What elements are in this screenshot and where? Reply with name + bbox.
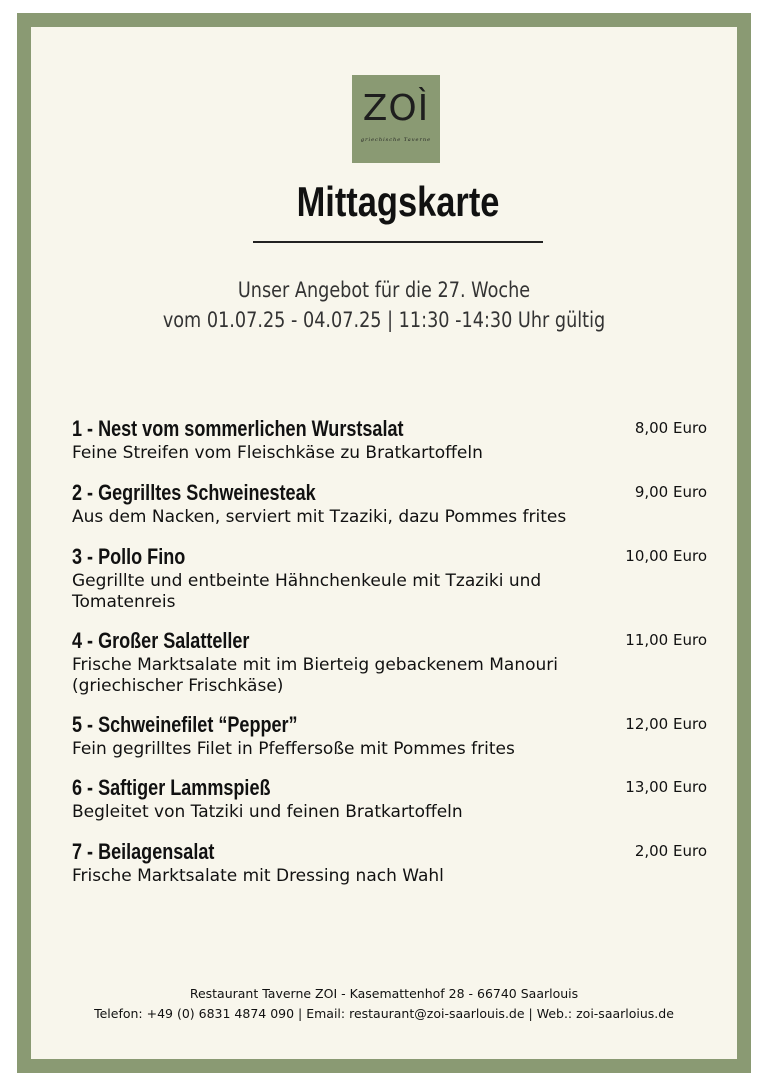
- restaurant-logo: [352, 75, 440, 163]
- menu-item-description: Frische Marktsalate mit Dressing nach Wahl: [72, 866, 444, 886]
- menu-item-price: 13,00 Euro: [625, 778, 707, 796]
- menu-item-description: Frische Marktsalate mit im Bierteig gebackenem Manouri (griechischer Frischkäse): [72, 655, 558, 696]
- menu-item-5: [72, 711, 707, 760]
- page-title: Mittagskarte: [296, 178, 500, 225]
- menu-paper: [31, 27, 737, 1059]
- menu-item-title: 1 - Nest vom sommerlichen Wurstsalat: [72, 416, 404, 441]
- menu-item-title: 7 - Beilagensalat: [72, 839, 215, 864]
- menu-item-3: [72, 543, 707, 613]
- menu-item-title: 3 - Pollo Fino: [72, 544, 186, 569]
- footer-contact: Telefon: +49 (0) 6831 4874 090 | Email: restaurant@zoi-saarlouis.de | Web.: zoi-saarloius.de: [94, 1006, 674, 1021]
- logo-tagline: griechische Taverne: [360, 137, 432, 143]
- menu-item-description: Feine Streifen vom Fleischkäse zu Bratkartoffeln: [72, 443, 483, 463]
- menu-item-price: 2,00 Euro: [634, 842, 707, 860]
- menu-item-7: [72, 838, 707, 887]
- menu-item-description: Aus dem Nacken, serviert mit Tzaziki, dazu Pommes frites: [72, 507, 567, 527]
- week-line: Unser Angebot für die 27. Woche: [237, 278, 531, 302]
- menu-item-2: [72, 479, 707, 528]
- menu-item-price: 9,00 Euro: [634, 483, 707, 501]
- menu-item-price: 8,00 Euro: [634, 419, 707, 437]
- menu-item-title: 4 - Großer Salatteller: [72, 628, 250, 653]
- menu-item-4: [72, 627, 707, 697]
- menu-item-description: Fein gegrilltes Filet in Pfeffersoße mit Pommes frites: [72, 739, 515, 759]
- footer-address: Restaurant Taverne ZOI - Kasemattenhof 28 - 66740 Saarlouis: [189, 986, 579, 1001]
- page-frame: [17, 13, 751, 1073]
- menu-item-6: [72, 774, 707, 823]
- menu-item-price: 12,00 Euro: [625, 715, 707, 733]
- logo-wordmark: ZOÌ: [362, 88, 430, 129]
- menu-item-1: [72, 415, 707, 464]
- menu-item-price: 10,00 Euro: [625, 547, 707, 565]
- menu-item-title: 6 - Saftiger Lammspieß: [72, 775, 271, 800]
- title-underline: [253, 241, 543, 243]
- validity-line: vom 01.07.25 - 04.07.25 | 11:30 -14:30 Uhr gültig: [162, 308, 606, 332]
- menu-item-description: Begleitet von Tatziki und feinen Bratkartoffeln: [72, 802, 463, 822]
- menu-item-title: 5 - Schweinefilet “Pepper”: [72, 712, 298, 737]
- menu-item-description: Gegrillte und entbeinte Hähnchenkeule mit Tzaziki und Tomatenreis: [72, 571, 542, 612]
- menu-item-title: 2 - Gegrilltes Schweinesteak: [72, 480, 316, 505]
- menu-item-price: 11,00 Euro: [625, 631, 707, 649]
